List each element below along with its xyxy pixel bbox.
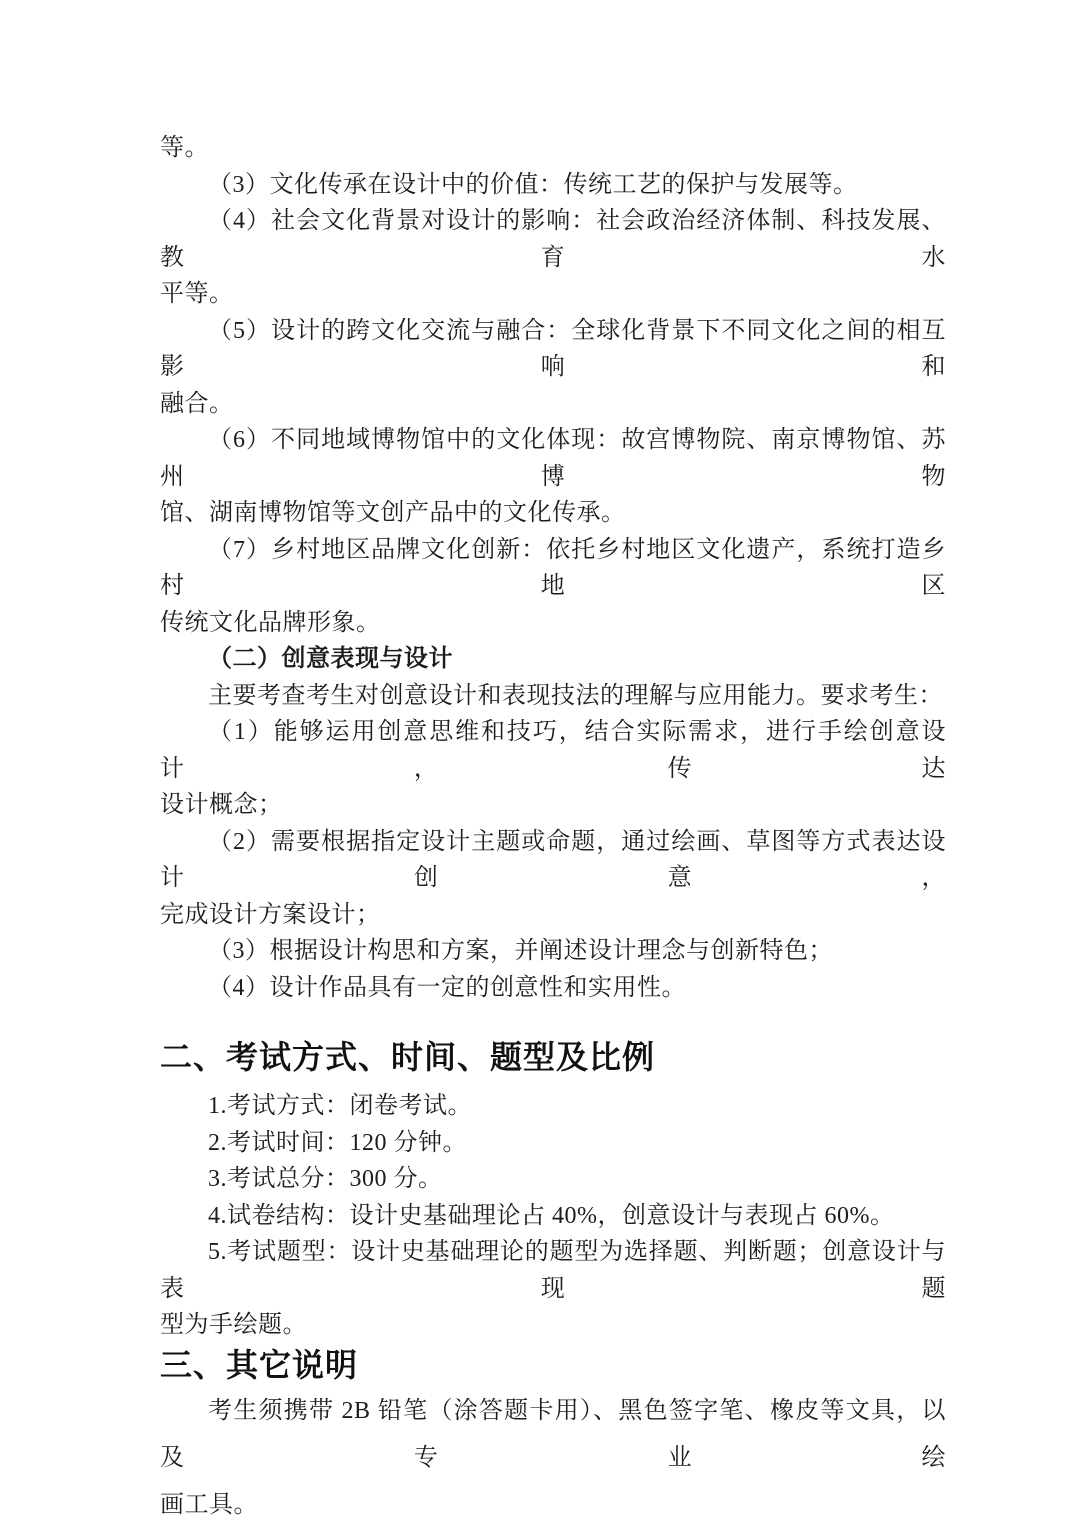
requirement-3: （3）根据设计构思和方案，并阐述设计理念与创新特色； [208, 938, 833, 964]
requirement-4: （4）设计作品具有一定的创意性和实用性。 [208, 974, 686, 1001]
other-notes-wrap-line: 画工具。 [160, 1491, 258, 1518]
exam-item-2-duration: 2.考试时间：120 分钟。 [208, 1129, 467, 1156]
document-content [160, 130, 946, 1528]
list-item-7-rural-brand: （7）乡村地区品牌文化创新：依托乡村地区文化遗产，系统打造乡村地区 [160, 536, 946, 599]
section-heading-exam-format: 二、考试方式、时间、题型及比例 [160, 1039, 656, 1075]
list-item-5-wrap-line: 融合。 [160, 390, 234, 417]
list-item-5-cross-culture: （5）设计的跨文化交流与融合：全球化背景下不同文化之间的相互影响和 [160, 317, 946, 380]
list-item-3-culture-value: （3）文化传承在设计中的价值：传统工艺的保护与发展等。 [208, 171, 858, 198]
exam-item-3-total-score: 3.考试总分：300 分。 [208, 1166, 443, 1192]
subsection-heading-creative-design: （二）创意表现与设计 [208, 646, 453, 672]
exam-item-5-wrap-line: 型为手绘题。 [160, 1312, 307, 1338]
exam-item-5-question-types: 5.考试题型：设计史基础理论的题型为选择题、判断题；创意设计与表现题 [160, 1239, 946, 1302]
other-notes-line: 考生须携带 2B 铅笔（涂答题卡用）、黑色签字笔、橡皮等文具，以及专业绘 [160, 1397, 946, 1471]
requirement-2-wrap-line: 完成设计方案设计； [160, 901, 381, 928]
subsection-intro-line: 主要考查考生对创意设计和表现技法的理解与应用能力。要求考生： [208, 682, 943, 709]
paragraph-continuation-line: 等。 [160, 135, 209, 161]
list-item-6-museums: （6）不同地域博物馆中的文化体现：故宫博物院、南京博物馆、苏州博物 [160, 427, 946, 490]
exam-item-4-structure: 4.试卷结构：设计史基础理论占 40%，创意设计与表现占 60%。 [208, 1202, 895, 1229]
list-item-6-wrap-line: 馆、湖南博物馆等文创产品中的文化传承。 [160, 500, 626, 526]
list-item-4-social-background: （4）社会文化背景对设计的影响：社会政治经济体制、科技发展、教育水 [160, 208, 946, 271]
requirement-1: （1）能够运用创意思维和技巧，结合实际需求，进行手绘创意设计，传达 [160, 719, 946, 782]
list-item-4-wrap-line: 平等。 [160, 281, 234, 307]
list-item-7-wrap-line: 传统文化品牌形象。 [160, 609, 381, 636]
requirement-1-wrap-line: 设计概念； [160, 792, 283, 818]
section-heading-other-notes: 三、其它说明 [160, 1346, 359, 1383]
requirement-2: （2）需要根据指定设计主题或命题，通过绘画、草图等方式表达设计创意， [160, 828, 946, 891]
exam-item-1-method: 1.考试方式：闭卷考试。 [208, 1093, 472, 1119]
